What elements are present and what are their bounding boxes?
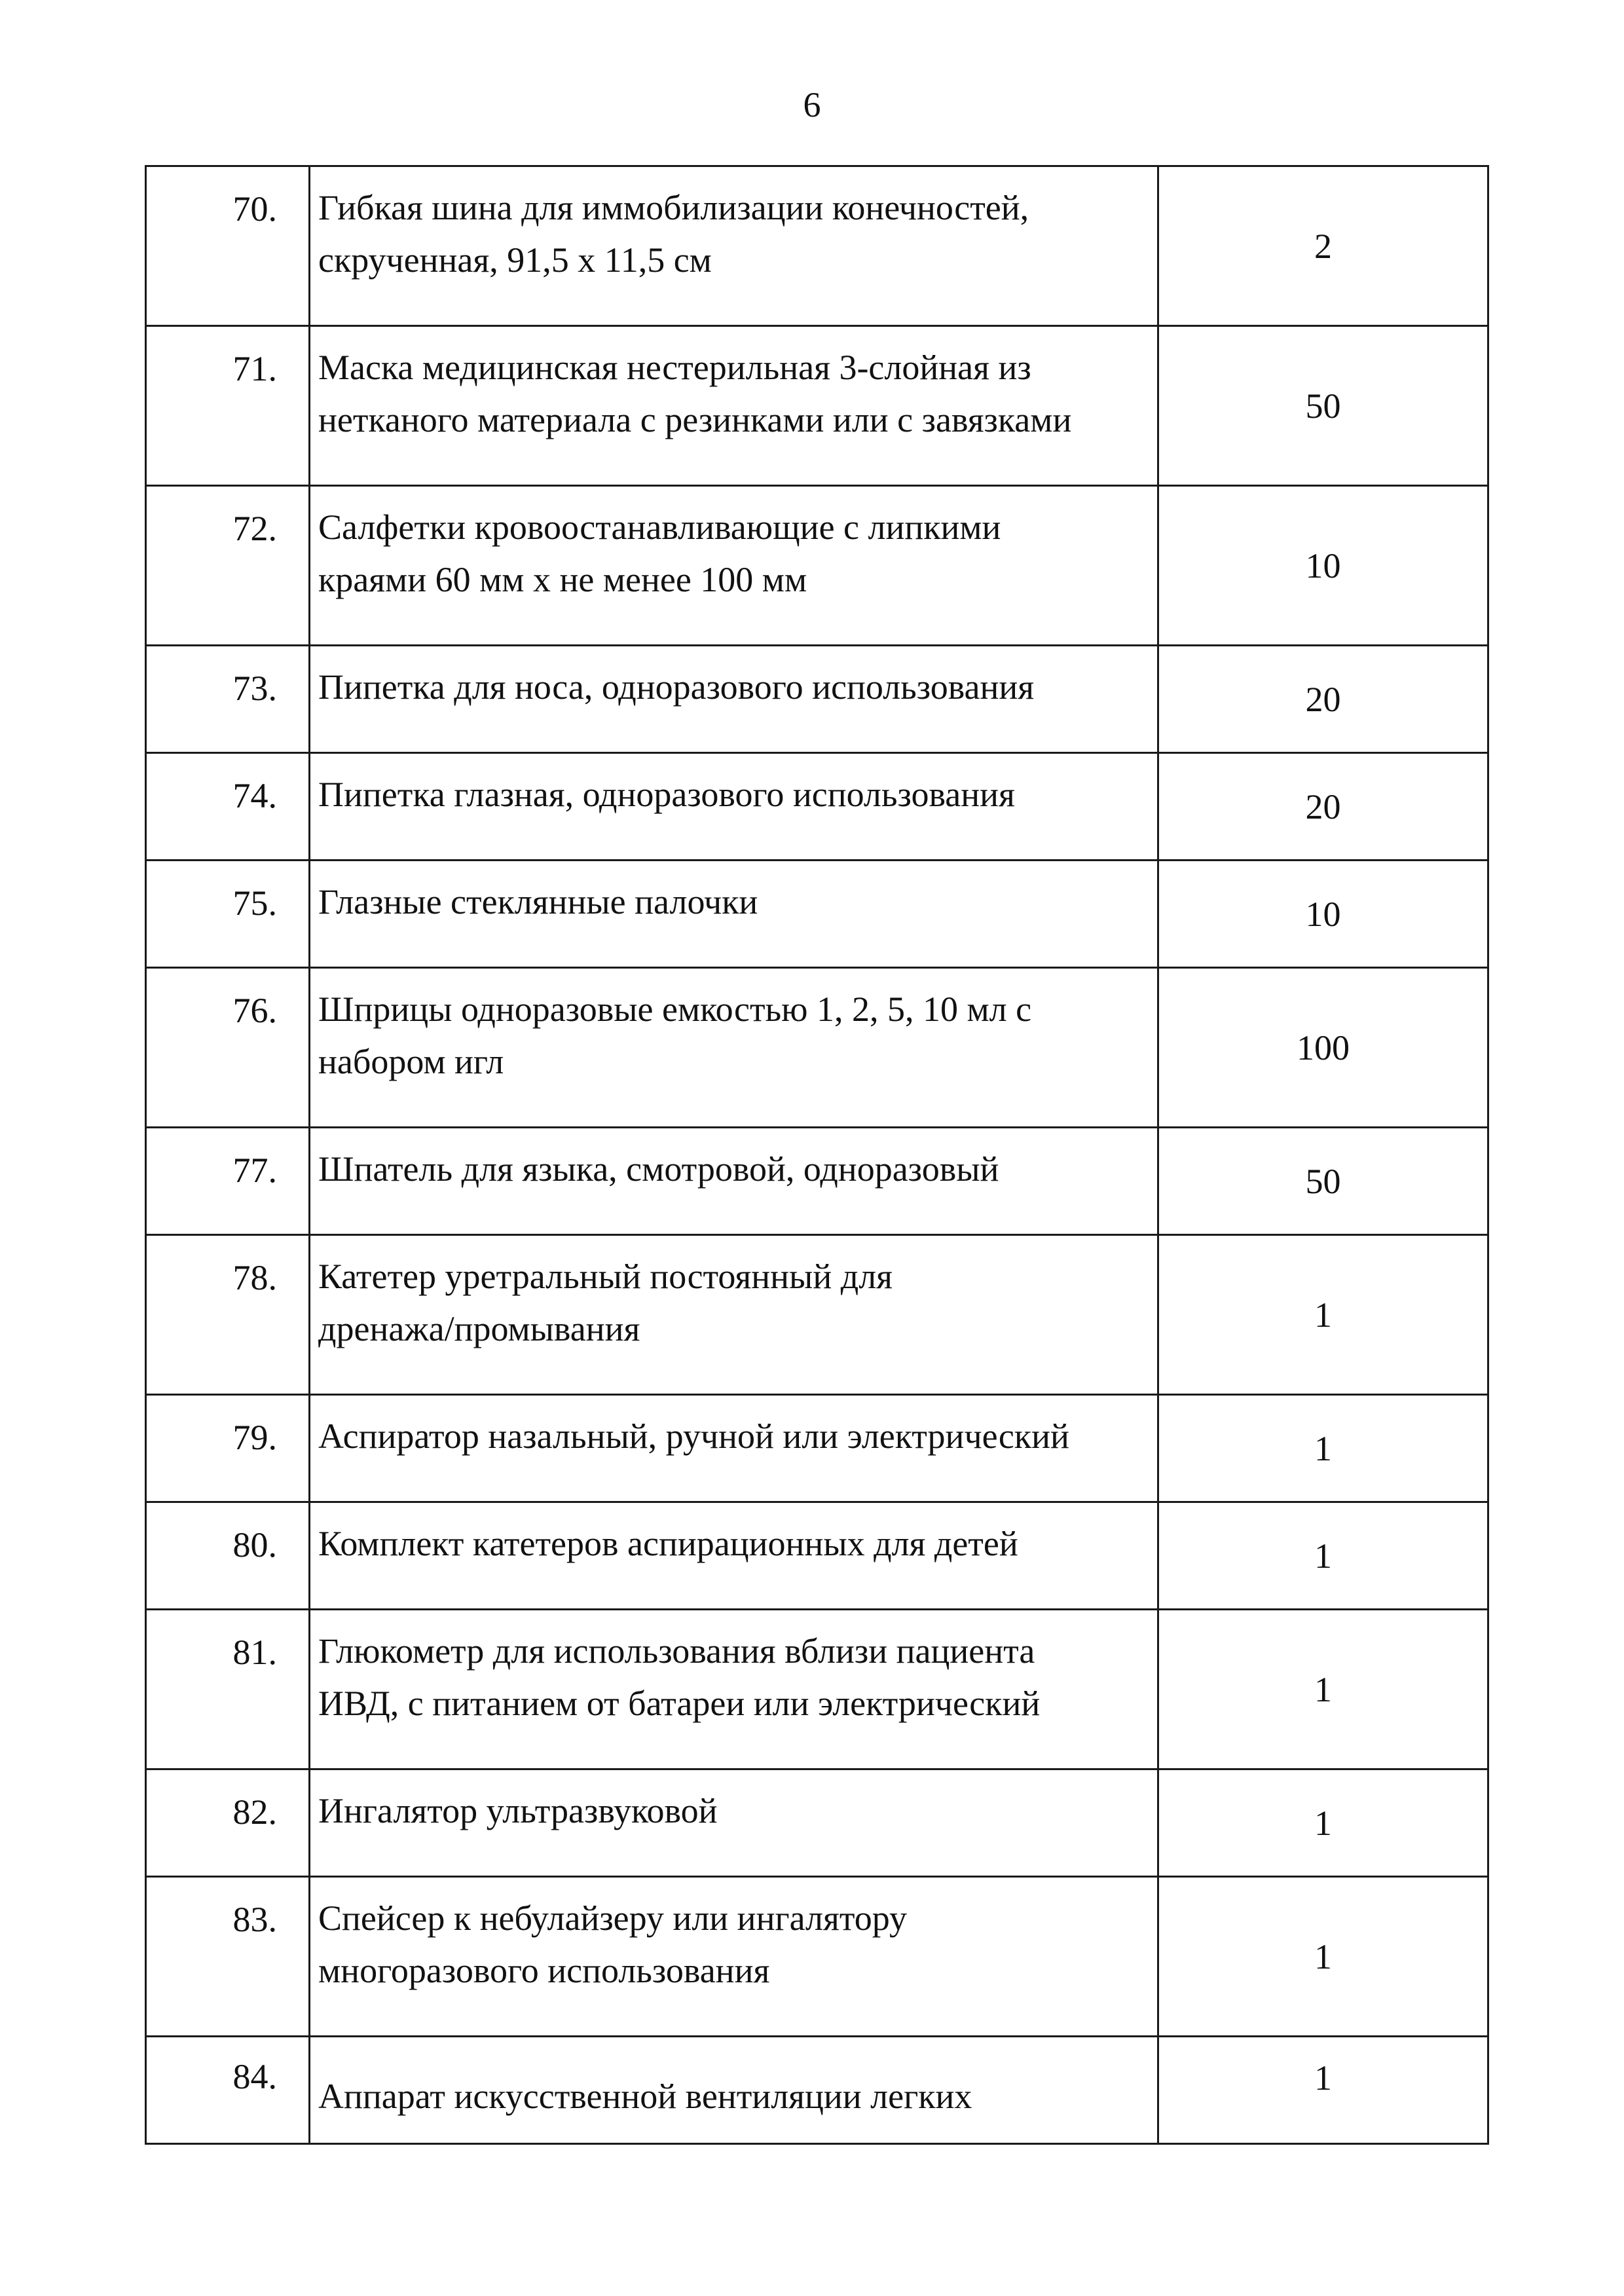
- table-row: [146, 1769, 1488, 1877]
- item-name-line: Пипетка для носа, одноразового использования: [318, 667, 1035, 707]
- item-quantity: 2: [1158, 166, 1488, 326]
- table-row: [146, 646, 1488, 753]
- item-quantity: 10: [1158, 486, 1488, 646]
- row-number: 79.: [146, 1395, 310, 1502]
- row-number: 75.: [146, 861, 310, 968]
- item-name-line: Аспиратор назальный, ручной или электрический: [318, 1416, 1069, 1456]
- item-name-line: скрученная, 91,5 х 11,5 см: [318, 240, 712, 280]
- item-quantity: 1: [1158, 2037, 1488, 2144]
- item-name-line: набором игл: [318, 1042, 504, 1081]
- item-quantity: 20: [1158, 753, 1488, 861]
- item-name-line: Шприцы одноразовые емкостью 1, 2, 5, 10 мл с: [318, 990, 1032, 1029]
- item-name-line: Глазные стеклянные палочки: [318, 882, 758, 921]
- item-name: [310, 326, 1158, 486]
- table-row: [146, 1502, 1488, 1610]
- item-name-line: Шпатель для языка, смотровой, одноразовый: [318, 1149, 999, 1189]
- row-number: 71.: [146, 326, 310, 486]
- item-name-line: Ингалятор ультразвуковой: [318, 1791, 718, 1830]
- item-name-line: Аппарат искусственной вентиляции легких: [318, 2077, 972, 2116]
- item-name: [310, 753, 1158, 861]
- item-quantity: 100: [1158, 968, 1488, 1128]
- row-number: 70.: [146, 166, 310, 326]
- table-row: [146, 486, 1488, 646]
- table-row: [146, 1610, 1488, 1769]
- item-quantity: 1: [1158, 1502, 1488, 1610]
- row-number: 78.: [146, 1235, 310, 1395]
- table-row: [146, 861, 1488, 968]
- item-quantity: 20: [1158, 646, 1488, 753]
- row-number: 77.: [146, 1128, 310, 1235]
- item-quantity: 1: [1158, 1769, 1488, 1877]
- item-name-line: Салфетки кровоостанавливающие с липкими: [318, 508, 1001, 547]
- item-name-line: Маска медицинская нестерильная 3-слойная из: [318, 348, 1031, 387]
- item-quantity: 10: [1158, 861, 1488, 968]
- row-number: 82.: [146, 1769, 310, 1877]
- item-name: [310, 646, 1158, 753]
- item-name-line: Спейсер к небулайзеру или ингалятору: [318, 1898, 908, 1938]
- item-name-line: ИВД, с питанием от батареи или электрический: [318, 1684, 1041, 1723]
- item-name-line: нетканого материала с резинками или с завязками: [318, 400, 1072, 439]
- item-name-line: Комплект катетеров аспирационных для детей: [318, 1524, 1018, 1563]
- item-quantity: 1: [1158, 1610, 1488, 1769]
- row-number: 80.: [146, 1502, 310, 1610]
- table-row: [146, 2037, 1488, 2144]
- table-row: [146, 753, 1488, 861]
- item-name-line: Катетер уретральный постоянный для: [318, 1257, 893, 1296]
- items-table: [145, 165, 1489, 2145]
- item-name-line: многоразового использования: [318, 1951, 770, 1990]
- row-number: 74.: [146, 753, 310, 861]
- item-name: [310, 968, 1158, 1128]
- item-quantity: 1: [1158, 1395, 1488, 1502]
- table-row: [146, 1128, 1488, 1235]
- item-name: [310, 1610, 1158, 1769]
- row-number: 84.: [146, 2037, 310, 2144]
- row-number: 76.: [146, 968, 310, 1128]
- row-number: 73.: [146, 646, 310, 753]
- item-name: [310, 166, 1158, 326]
- row-number: 83.: [146, 1877, 310, 2037]
- table-row: [146, 968, 1488, 1128]
- item-quantity: 1: [1158, 1877, 1488, 2037]
- item-name-line: Пипетка глазная, одноразового использования: [318, 775, 1015, 814]
- page-number: 6: [803, 85, 821, 124]
- table-row: [146, 166, 1488, 326]
- table-row: [146, 1235, 1488, 1395]
- item-quantity: 50: [1158, 1128, 1488, 1235]
- item-name: [310, 1395, 1158, 1502]
- table-row: [146, 1877, 1488, 2037]
- item-name-line: Гибкая шина для иммобилизации конечностей,: [318, 188, 1029, 227]
- item-name-line: Глюкометр для использования вблизи пациента: [318, 1631, 1035, 1671]
- item-name: [310, 2037, 1158, 2144]
- row-number: 72.: [146, 486, 310, 646]
- item-name: [310, 1128, 1158, 1235]
- items-table-body: [146, 166, 1488, 2144]
- table-row: [146, 1395, 1488, 1502]
- item-name: [310, 1502, 1158, 1610]
- item-name-line: дренажа/промывания: [318, 1309, 640, 1348]
- item-name: [310, 1769, 1158, 1877]
- item-name: [310, 1877, 1158, 2037]
- item-quantity: 1: [1158, 1235, 1488, 1395]
- item-name-line: краями 60 мм х не менее 100 мм: [318, 560, 807, 599]
- row-number: 81.: [146, 1610, 310, 1769]
- table-row: [146, 326, 1488, 486]
- item-name: [310, 486, 1158, 646]
- item-name: [310, 861, 1158, 968]
- item-quantity: 50: [1158, 326, 1488, 486]
- item-name: [310, 1235, 1158, 1395]
